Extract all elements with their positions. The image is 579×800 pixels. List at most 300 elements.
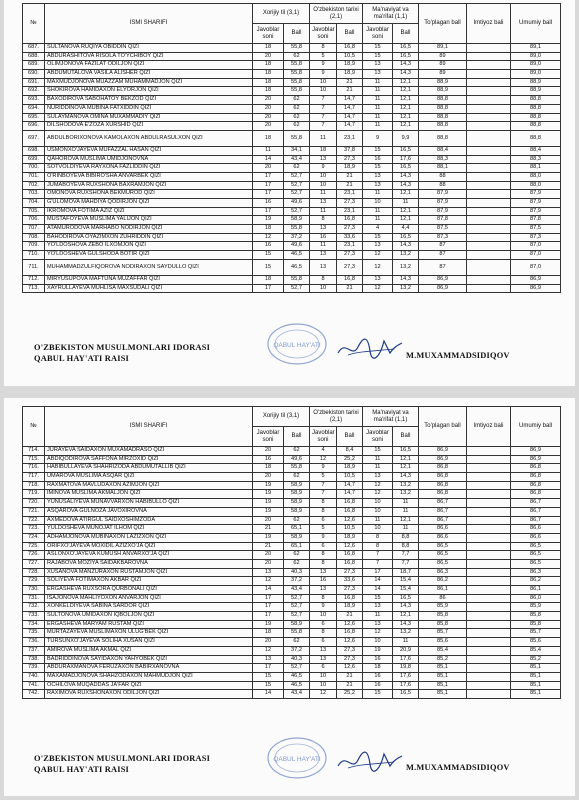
- row-number: 688.: [23, 52, 45, 61]
- org-line-2: QABUL HAY'ATI RAISI: [34, 354, 130, 364]
- table-row: [23, 542, 561, 551]
- score-cell: 62: [284, 164, 310, 173]
- score-cell: 9: [310, 164, 337, 173]
- score-cell: 15: [363, 233, 393, 242]
- score-cell: 19: [253, 481, 284, 490]
- score-cell: 43,4: [284, 690, 310, 699]
- result-sheet-1: [4, 0, 575, 386]
- score-cell: 88,8: [419, 96, 467, 105]
- score-cell: [467, 559, 511, 568]
- score-cell: 7: [310, 481, 337, 490]
- table-row: [23, 104, 561, 113]
- row-number: 735.: [23, 629, 45, 638]
- score-cell: 88,8: [419, 122, 467, 131]
- score-cell: 46,5: [284, 681, 310, 690]
- col-answers: Javoblar soni: [363, 427, 393, 447]
- score-cell: 13: [310, 586, 337, 595]
- score-cell: 11: [363, 104, 393, 113]
- score-cell: 23,1: [337, 242, 363, 251]
- score-cell: 62: [284, 559, 310, 568]
- score-cell: 10,5: [337, 52, 363, 61]
- score-cell: 5: [310, 52, 337, 61]
- score-cell: 37,2: [284, 233, 310, 242]
- score-cell: 86,9: [419, 284, 467, 293]
- score-cell: 16: [363, 672, 393, 681]
- score-cell: 27,3: [337, 251, 363, 260]
- score-cell: 16,5: [393, 44, 419, 53]
- score-cell: 87,9: [419, 190, 467, 199]
- row-number: 715.: [23, 455, 45, 464]
- score-cell: 8: [310, 559, 337, 568]
- score-cell: 16: [363, 655, 393, 664]
- score-cell: 13: [363, 603, 393, 612]
- score-cell: [467, 44, 511, 53]
- score-cell: 21: [337, 612, 363, 621]
- score-cell: 9: [310, 70, 337, 79]
- score-cell: 12,1: [393, 122, 419, 131]
- score-cell: 13: [310, 155, 337, 164]
- score-cell: 62: [284, 96, 310, 105]
- score-cell: 18: [253, 61, 284, 70]
- score-cell: 27,3: [337, 225, 363, 234]
- score-cell: 7: [310, 113, 337, 122]
- score-cell: 14: [253, 586, 284, 595]
- table-row: [23, 122, 561, 131]
- score-cell: [467, 61, 511, 70]
- score-cell: 12: [363, 490, 393, 499]
- table-row: [23, 464, 561, 473]
- score-cell: 20: [253, 52, 284, 61]
- score-cell: [467, 612, 511, 621]
- score-cell: [467, 620, 511, 629]
- score-cell: [467, 225, 511, 234]
- score-cell: 18,7: [393, 568, 419, 577]
- score-cell: 14,3: [393, 603, 419, 612]
- score-cell: 87,9: [511, 199, 561, 208]
- table-row: [23, 664, 561, 673]
- row-number: 718.: [23, 481, 45, 490]
- table-row: [23, 620, 561, 629]
- score-cell: [467, 172, 511, 181]
- score-cell: 18,9: [337, 61, 363, 70]
- student-name: ABDURASHITOVA RISOLA TO'YCHIBOY QIZI: [45, 52, 253, 61]
- row-number: 708.: [23, 233, 45, 242]
- score-cell: 14: [363, 577, 393, 586]
- score-cell: 20: [253, 104, 284, 113]
- table-row: [23, 61, 561, 70]
- score-cell: 8: [310, 275, 337, 284]
- score-cell: 16,8: [337, 559, 363, 568]
- score-cell: 89,0: [511, 61, 561, 70]
- score-cell: 86,5: [511, 559, 561, 568]
- score-cell: 87,0: [511, 251, 561, 260]
- score-cell: 18: [310, 146, 337, 155]
- score-cell: 4,4: [393, 225, 419, 234]
- col-total-ball: To'plagan ball: [419, 407, 467, 447]
- table-row: [23, 646, 561, 655]
- table-row: [23, 499, 561, 508]
- score-cell: 85,7: [419, 629, 467, 638]
- score-cell: 13: [363, 172, 393, 181]
- score-cell: [467, 672, 511, 681]
- score-cell: 21: [253, 542, 284, 551]
- table-row: [23, 577, 561, 586]
- score-cell: 14,3: [393, 473, 419, 482]
- student-name: JURAYEVA SAIDAXON MUXAMADRASO QIZI: [45, 447, 253, 456]
- student-name: YO'LDOSHEVA GULSHODA BOTIR QIZI: [45, 251, 253, 260]
- col-answers: Javoblar soni: [363, 24, 393, 44]
- score-cell: 85,8: [511, 612, 561, 621]
- row-number: 699.: [23, 155, 45, 164]
- score-cell: 86,3: [419, 568, 467, 577]
- student-name: SULTANOVA RUQIYA OBIDDIN QIZI: [45, 44, 253, 53]
- student-name: SHOKIROVA HAMIDAXON ELYORJON QIZI: [45, 87, 253, 96]
- score-cell: 12,1: [393, 78, 419, 87]
- score-cell: 20: [253, 559, 284, 568]
- score-cell: 58,9: [284, 490, 310, 499]
- row-number: 729.: [23, 577, 45, 586]
- score-cell: 58,9: [284, 481, 310, 490]
- student-name: AXMEDOVA ATIRGUL SAIDXOSHIMZODA: [45, 516, 253, 525]
- score-cell: 8: [310, 594, 337, 603]
- score-cell: 10: [310, 681, 337, 690]
- row-number: 722.: [23, 516, 45, 525]
- student-name: ATAMURODOVA MARHABO NODIRJON QIZI: [45, 225, 253, 234]
- score-cell: 65,1: [284, 525, 310, 534]
- score-cell: 88,9: [419, 78, 467, 87]
- score-cell: [467, 207, 511, 216]
- score-cell: 16,8: [337, 594, 363, 603]
- score-cell: 21: [337, 681, 363, 690]
- student-name: OCHILOVA MUQADDAS JA'FAR QIZI: [45, 681, 253, 690]
- results-body-1: [23, 44, 561, 293]
- score-cell: 85,1: [419, 672, 467, 681]
- table-row: [23, 516, 561, 525]
- score-cell: 21: [337, 284, 363, 293]
- row-number: 704.: [23, 199, 45, 208]
- score-cell: 86,2: [511, 577, 561, 586]
- row-number: 687.: [23, 44, 45, 53]
- score-cell: 20: [253, 551, 284, 560]
- score-cell: 11: [393, 638, 419, 647]
- table-row: [23, 672, 561, 681]
- row-number: 740.: [23, 672, 45, 681]
- score-cell: 7: [363, 551, 393, 560]
- score-cell: 12,1: [393, 216, 419, 225]
- stamp-text: QABUL HAY'ATI: [273, 756, 321, 763]
- score-cell: 86,6: [511, 533, 561, 542]
- score-cell: 88,3: [419, 155, 467, 164]
- table-row: [23, 525, 561, 534]
- table-row: [23, 481, 561, 490]
- score-cell: 85,6: [511, 638, 561, 647]
- score-cell: [467, 490, 511, 499]
- score-cell: 23,1: [337, 207, 363, 216]
- score-cell: 52,7: [284, 190, 310, 199]
- score-cell: 27,3: [337, 155, 363, 164]
- row-number: 710.: [23, 251, 45, 260]
- score-cell: [467, 664, 511, 673]
- score-cell: 13,2: [393, 629, 419, 638]
- score-cell: 85,1: [511, 690, 561, 699]
- score-cell: 85,1: [511, 681, 561, 690]
- student-name: HABIBULLAYEVA SHAHRIZODA ABDUMUTALLIB QIZI: [45, 464, 253, 473]
- row-number: 701.: [23, 172, 45, 181]
- score-cell: 16: [310, 233, 337, 242]
- score-cell: 13: [310, 259, 337, 275]
- score-cell: 23,1: [337, 130, 363, 146]
- score-cell: 58,9: [284, 533, 310, 542]
- col-group-uzbek-history: O'zbekiston tarixi (2,1): [310, 4, 363, 24]
- student-name: ASQAROVA GULNOZA JAVOXIROVNA: [45, 507, 253, 516]
- score-cell: 16: [253, 242, 284, 251]
- score-cell: 18: [253, 275, 284, 284]
- score-cell: 17: [363, 568, 393, 577]
- score-cell: 88,8: [419, 104, 467, 113]
- score-cell: 52,7: [284, 612, 310, 621]
- score-cell: 55,8: [284, 225, 310, 234]
- score-cell: [467, 251, 511, 260]
- table-row: [23, 638, 561, 647]
- student-name: MAXMUDJONOVA MUAZZAM MUHAMMADJON QIZI: [45, 78, 253, 87]
- score-cell: 14,3: [393, 620, 419, 629]
- score-cell: 88,9: [511, 78, 561, 87]
- score-cell: [467, 113, 511, 122]
- row-number: 716.: [23, 464, 45, 473]
- score-cell: [467, 542, 511, 551]
- score-cell: 15,4: [393, 586, 419, 595]
- score-cell: 14,7: [337, 113, 363, 122]
- row-number: 709.: [23, 242, 45, 251]
- score-cell: 25,2: [337, 455, 363, 464]
- score-cell: 12,1: [393, 96, 419, 105]
- score-cell: [467, 551, 511, 560]
- table-row: [23, 284, 561, 293]
- table-row: [23, 233, 561, 242]
- row-number: 737.: [23, 646, 45, 655]
- score-cell: 89: [419, 52, 467, 61]
- score-cell: 11: [310, 190, 337, 199]
- score-cell: 13: [363, 275, 393, 284]
- score-cell: 88,3: [511, 155, 561, 164]
- score-cell: 15: [253, 251, 284, 260]
- score-cell: [467, 52, 511, 61]
- table-row: [23, 70, 561, 79]
- student-name: ISAJONOVA MAHLIYOXON ANVARJON QIZI: [45, 594, 253, 603]
- score-cell: 40,3: [284, 655, 310, 664]
- student-name: OMONOVA RUXSHONA BEKMUROD QIZI: [45, 190, 253, 199]
- score-cell: 19: [253, 499, 284, 508]
- score-cell: 10: [310, 284, 337, 293]
- score-cell: 19: [253, 490, 284, 499]
- col-answers: Javoblar soni: [310, 427, 337, 447]
- score-cell: 9: [363, 130, 393, 146]
- score-cell: 86,2: [419, 577, 467, 586]
- score-cell: 17,6: [393, 655, 419, 664]
- score-cell: [467, 568, 511, 577]
- row-number: 694.: [23, 104, 45, 113]
- score-cell: [467, 603, 511, 612]
- score-cell: 25,2: [337, 690, 363, 699]
- student-name: BADRIDDINOVA SAYIDAXON YAHYOBEK QIZI: [45, 655, 253, 664]
- score-cell: [467, 525, 511, 534]
- score-cell: 87,9: [419, 199, 467, 208]
- score-cell: 12,1: [393, 87, 419, 96]
- score-cell: 8: [310, 507, 337, 516]
- score-cell: 12: [253, 646, 284, 655]
- score-cell: 15: [253, 681, 284, 690]
- score-cell: 86: [419, 594, 467, 603]
- score-cell: 46,5: [284, 672, 310, 681]
- score-cell: 14,7: [337, 490, 363, 499]
- score-cell: 15: [363, 146, 393, 155]
- score-cell: 86,1: [419, 586, 467, 595]
- results-table-1: [22, 3, 561, 293]
- student-name: YO'LDOSHOVA ZEBO ILXOMJON QIZI: [45, 242, 253, 251]
- score-cell: 16,5: [393, 52, 419, 61]
- col-group-foreign-language: Xorijiy til (3,1): [253, 407, 310, 427]
- student-name: SULTONOVA UMIDAXON IQBOLJON QIZI: [45, 612, 253, 621]
- score-cell: 86,9: [511, 455, 561, 464]
- score-cell: [467, 516, 511, 525]
- score-cell: 5: [310, 473, 337, 482]
- score-cell: 6: [310, 638, 337, 647]
- score-cell: 17,6: [393, 672, 419, 681]
- row-number: 707.: [23, 225, 45, 234]
- score-cell: 62: [284, 113, 310, 122]
- score-cell: 9: [310, 61, 337, 70]
- row-number: 736.: [23, 638, 45, 647]
- stamp-icon: [266, 736, 328, 780]
- row-number: 731.: [23, 594, 45, 603]
- student-name: IMINOVA MUSLIMA AKMALJON QIZI: [45, 490, 253, 499]
- score-cell: 14,7: [337, 122, 363, 131]
- score-cell: 62: [284, 638, 310, 647]
- score-cell: 55,8: [284, 70, 310, 79]
- row-number: 700.: [23, 164, 45, 173]
- score-cell: 55,8: [284, 629, 310, 638]
- score-cell: 87: [419, 242, 467, 251]
- row-number: 721.: [23, 507, 45, 516]
- score-cell: 87,0: [511, 259, 561, 275]
- score-cell: 8: [363, 533, 393, 542]
- score-cell: 86,9: [419, 275, 467, 284]
- score-cell: 88,9: [419, 87, 467, 96]
- score-cell: 13,2: [393, 259, 419, 275]
- score-cell: 12,6: [337, 516, 363, 525]
- col-answers: Javoblar soni: [310, 24, 337, 44]
- table-row: [23, 181, 561, 190]
- score-cell: 11: [253, 146, 284, 155]
- score-cell: 27,3: [337, 586, 363, 595]
- score-cell: 88,8: [511, 113, 561, 122]
- row-number: 725.: [23, 542, 45, 551]
- score-cell: 18: [253, 464, 284, 473]
- student-name: MURTAZAYEVA MUSLIMAXON ULUG'BEK QIZI: [45, 629, 253, 638]
- score-cell: 8,4: [337, 447, 363, 456]
- score-cell: 13: [310, 655, 337, 664]
- score-cell: 15: [253, 259, 284, 275]
- row-number: 705.: [23, 207, 45, 216]
- score-cell: 15: [363, 164, 393, 173]
- score-cell: 13,2: [393, 490, 419, 499]
- score-cell: 21: [337, 172, 363, 181]
- score-cell: [467, 130, 511, 146]
- score-cell: 85,2: [419, 655, 467, 664]
- row-number: 726.: [23, 551, 45, 560]
- score-cell: [467, 473, 511, 482]
- student-name: RAXIMOVA RUXSHONAXON ODILJON QIZI: [45, 690, 253, 699]
- student-name: ABDULBORIXONOVA KAMOLAXON ABDULRASULXON QIZI: [45, 130, 253, 146]
- score-cell: 87,8: [419, 216, 467, 225]
- table-row: [23, 629, 561, 638]
- score-cell: 27,3: [337, 655, 363, 664]
- score-cell: 23,1: [337, 190, 363, 199]
- score-cell: 86,5: [419, 551, 467, 560]
- score-cell: 8: [310, 629, 337, 638]
- student-name: JUMABOYEVA RUXSHONA BAXRAMJON QIZI: [45, 181, 253, 190]
- signer-name: M.MUXAMMADSIDIQOV: [406, 763, 510, 772]
- row-number: 733.: [23, 612, 45, 621]
- score-cell: 55,8: [284, 130, 310, 146]
- score-cell: 86,7: [419, 507, 467, 516]
- row-number: 739.: [23, 664, 45, 673]
- score-cell: 17: [253, 207, 284, 216]
- row-number: 691.: [23, 78, 45, 87]
- score-cell: 14,7: [337, 481, 363, 490]
- score-cell: [467, 78, 511, 87]
- table-row: [23, 473, 561, 482]
- score-cell: 11: [393, 499, 419, 508]
- score-cell: 11: [393, 199, 419, 208]
- score-cell: 55,8: [284, 61, 310, 70]
- score-cell: 49,6: [284, 199, 310, 208]
- score-cell: 13: [253, 655, 284, 664]
- score-cell: 12: [310, 455, 337, 464]
- score-cell: [467, 87, 511, 96]
- score-cell: [467, 533, 511, 542]
- score-cell: 88,8: [511, 104, 561, 113]
- score-cell: 9: [310, 533, 337, 542]
- row-number: 728.: [23, 568, 45, 577]
- score-cell: 17: [253, 603, 284, 612]
- score-cell: 16,5: [393, 690, 419, 699]
- score-cell: 62: [284, 52, 310, 61]
- col-ball: Ball: [393, 427, 419, 447]
- score-cell: 27,3: [337, 259, 363, 275]
- score-cell: [467, 638, 511, 647]
- score-cell: 14,7: [337, 104, 363, 113]
- student-name: USMONXO'JAYEVA MUFAZZAL HASAN QIZI: [45, 146, 253, 155]
- score-cell: 86,8: [511, 473, 561, 482]
- score-cell: 14: [253, 690, 284, 699]
- score-cell: 58,9: [284, 216, 310, 225]
- col-total-ball: To'plagan ball: [419, 4, 467, 44]
- table-row: [23, 259, 561, 275]
- score-cell: 14,7: [337, 96, 363, 105]
- score-cell: 19: [253, 533, 284, 542]
- row-number: 719.: [23, 490, 45, 499]
- col-number: №: [23, 4, 45, 44]
- score-cell: [467, 275, 511, 284]
- table-row: [23, 447, 561, 456]
- stamp-text: QABUL HAY'ATI: [273, 342, 321, 349]
- score-cell: 18,9: [337, 464, 363, 473]
- table-row: [23, 155, 561, 164]
- score-cell: 13: [253, 568, 284, 577]
- score-cell: 86,5: [419, 542, 467, 551]
- score-cell: 14,3: [393, 172, 419, 181]
